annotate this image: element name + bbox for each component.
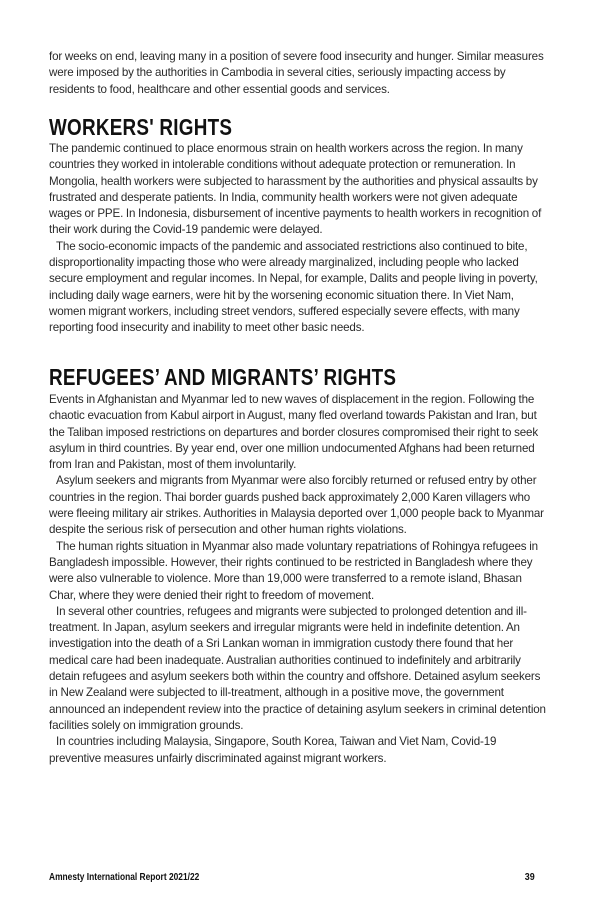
section-heading-refugees-migrants-rights: REFUGEES’ AND MIGRANTS’ RIGHTS bbox=[49, 364, 397, 390]
page-footer bbox=[49, 871, 535, 883]
paragraph: Asylum seekers and migrants from Myanmar were also forcibly returned or refused entry by other countries in the region. Thai border guards pushed back approximately 2,000 Karen villagers who were fleeing military air strikes. Authorities in Malaysia deported over 1,000 people back to Myanmar despite the serious risk of persecution and other human rights violations. bbox=[49, 474, 544, 537]
intro-block bbox=[49, 49, 549, 98]
section-heading-workers-rights: WORKERS' RIGHTS bbox=[49, 114, 233, 140]
intro-paragraph: for weeks on end, leaving many in a position of severe food insecurity and hunger. Similar measures were imposed by the authorities in Cambodia in several cities, seriously impacting access by residents to food, healthcare and other essential goods and services. bbox=[49, 50, 544, 96]
footer-report-title: Amnesty International Report 2021/22 bbox=[49, 871, 200, 883]
section-body-workers-rights bbox=[49, 141, 546, 337]
paragraph: In several other countries, refugees and migrants were subjected to prolonged detention and ill-treatment. In Japan, asylum seekers and irregular migrants were held in indefinite detention. An investigation into the death of a Sri Lankan woman in immigration custody there found that her medical care had been inadequate. Australian authorities continued to indefinitely and arbitrarily detain refugees and asylum seekers both within the country and offshore. Detained asylum seekers in New Zealand were subjected to ill-treatment, although in a positive move, the government announced an independent review into the practice of detaining asylum seekers in criminal detention facilities solely on immigration grounds. bbox=[49, 604, 546, 732]
paragraph: In countries including Malaysia, Singapore, South Korea, Taiwan and Viet Nam, Covid-19 preventive measures unfairly discriminated against migrant workers. bbox=[49, 735, 497, 765]
section-body-refugees-migrants-rights bbox=[49, 392, 546, 767]
page-number: 39 bbox=[525, 871, 535, 883]
paragraph: Events in Afghanistan and Myanmar led to new waves of displacement in the region. Following the chaotic evacuation from Kabul airport in August, many fled overland towards Pakistan and Iran, but the Taliban imposed restrictions on departures and border closures compromised their right to seek asylum in third countries. By year end, over one million undocumented Afghans had been returned from Iran and Pakistan, most of them involuntarily. bbox=[49, 393, 538, 472]
paragraph: The pandemic continued to place enormous strain on health workers across the region. In many countries they worked in intolerable conditions without adequate protection or remuneration. In Mongolia, health workers were subjected to harassment by the authorities and physical assaults by frustrated and desperate patients. In India, community health workers were not given adequate wages or PPE. In Indonesia, disbursement of incentive payments to health workers in recognition of their work during the Covid-19 pandemic were delayed. bbox=[49, 142, 542, 237]
paragraph: The human rights situation in Myanmar also made voluntary repatriations of Rohingya refugees in Bangladesh impossible. However, their rights continued to be restricted in Bangladesh where they were also vulnerable to violence. More than 19,000 were transferred to a remote island, Bhasan Char, where they were denied their right to freedom of movement. bbox=[49, 539, 538, 602]
paragraph: The socio-economic impacts of the pandemic and associated restrictions also continued to bite, disproportionality impacting those who were already marginalized, including people who lacked secure employment and regular incomes. In Nepal, for example, Dalits and people living in poverty, including daily wage earners, were hit by the worsening economic situation there. In Viet Nam, women migrant workers, including street vendors, suffered especially severe effects, with many reporting food insecurity and inability to meet other basic needs. bbox=[49, 239, 538, 335]
